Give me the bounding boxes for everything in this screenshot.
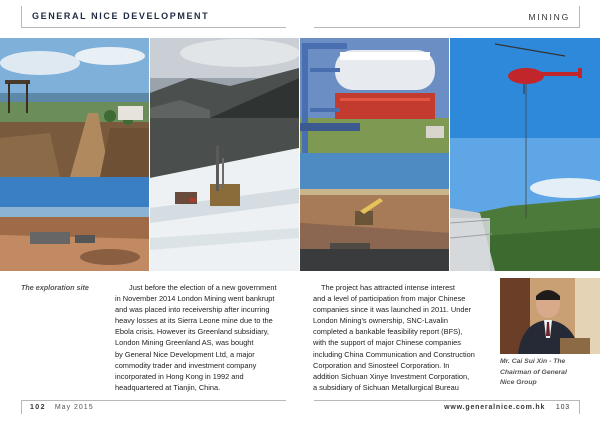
text-line: commodity trader and investment company [115,360,257,370]
header-left-tick [21,6,22,28]
footer-rule-right [314,400,580,401]
quarry-photo [0,177,149,271]
caption-portrait-line: Nice Group [500,379,537,386]
caption-exploration-site: The exploration site [21,283,89,292]
text-line: by General Nice Development Ltd, a major [115,349,255,359]
header-rule-right [314,27,580,28]
excavation-photo [300,153,449,271]
footer-left [30,404,94,411]
industrial-tank-photo [300,38,449,153]
issue-date: May 2015 [54,404,94,411]
footer-rule-left [21,400,286,401]
page-number-right: 103 [555,404,570,411]
article-column-right [313,282,498,393]
text-line: incorporated in Hong Kong in 1992 and [115,371,244,381]
caption-portrait-line: Chairman of General [500,368,567,376]
text-line: headquartered at Tianjin, China. [115,382,221,392]
text-line: with the support of major Chinese companies [313,338,461,348]
caption-portrait-line: Mr. Cai Sui Xin - The [500,358,566,365]
text-line: The project has attracted intense interest [321,283,455,292]
footer-right [444,404,570,411]
text-line: in November 2014 London Mining went bankrupt [115,294,275,304]
header-rule-left [21,27,286,28]
text-line: Ebola crisis. However its Greenland subsidiary, [115,327,269,337]
helicopter-photo [450,38,600,271]
text-line: addition Sichuan Xinye Investment Corporation, [313,371,470,381]
website-link[interactable]: www.generalnice.com.hk [444,404,546,411]
text-line: a subsidiary of Sichuan Metallurgical Bureau [313,382,459,392]
publication-title: GENERAL NICE DEVELOPMENT [32,11,210,21]
text-line: and a level of participation from major Chinese [313,294,466,304]
caption-portrait [500,357,567,389]
text-line: London Mining's ownership, SNC-Lavalin [313,316,448,326]
text-line: companies since it was launched in 2011. Under [313,305,472,315]
text-line: heavy losses at its Sierra Leone mine due to the [115,316,273,326]
chairman-portrait-photo [500,278,600,354]
drill-rig-photo [150,118,299,271]
text-line: Corporation and Sinosteel Corporation. In [313,360,450,370]
article-column-left [115,282,300,393]
page-number-left: 102 [30,404,46,411]
boardwalk-photo [0,38,149,177]
text-line: completed a bankable feasibility report (BFS), [313,327,463,337]
text-line: Just before the election of a new government [129,283,277,292]
mountain-photo [150,38,299,118]
text-line: including China Communication and Construction [313,349,475,359]
text-line: and was placed into receivership after incurring [115,305,270,315]
header-right-tick [579,6,580,28]
text-line: London Mining Greenland AS, was bought [115,338,254,348]
section-label: MINING [528,12,570,22]
footer-right-tick [579,400,580,414]
footer-left-tick [21,400,22,414]
